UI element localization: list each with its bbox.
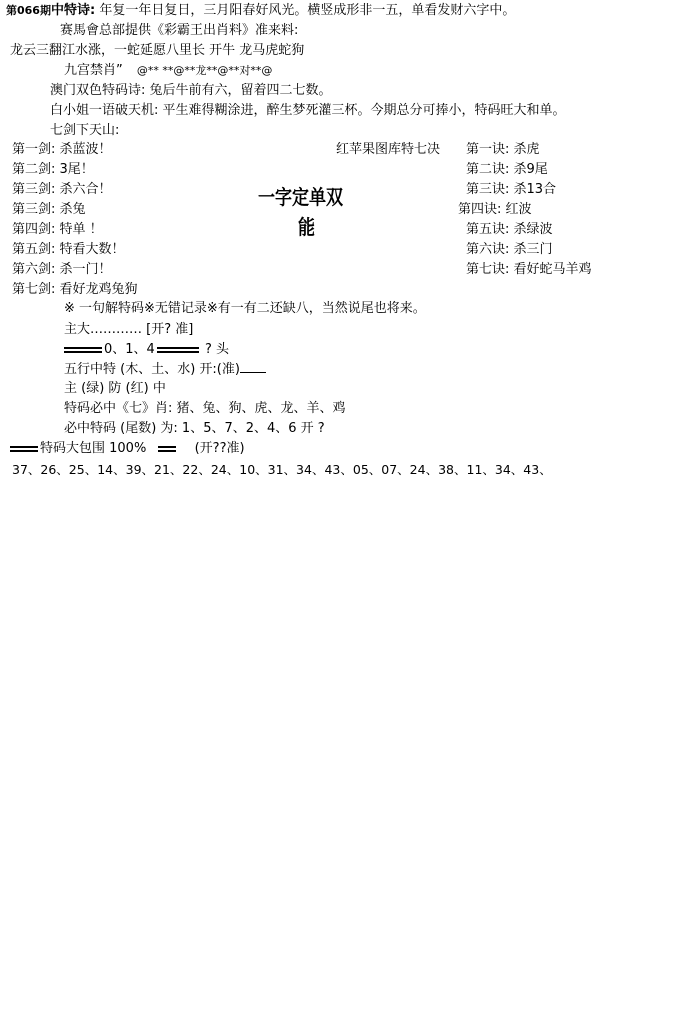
main-big-line: 主大………… [开? 准] xyxy=(64,322,194,337)
jue-5: 第五诀: 杀绿波 xyxy=(466,222,553,237)
issue-number: 第066期 xyxy=(6,4,51,17)
sword-3b: 第三剑: 杀兔 xyxy=(12,202,86,217)
poem-label: 中特诗: xyxy=(50,3,96,18)
head-line xyxy=(62,341,229,359)
header-line xyxy=(6,2,515,20)
jue-6: 第六诀: 杀三门 xyxy=(466,242,553,257)
five-elements-line xyxy=(64,361,266,379)
five-elements-suffix: (准) xyxy=(216,362,240,377)
five-elements-text: 五行中特 (木、土、水) 开: xyxy=(64,362,217,377)
center-title-line2: 能 xyxy=(298,215,315,239)
head-suffix: ? 头 xyxy=(204,342,230,357)
big-range-line xyxy=(10,440,245,458)
sword-5: 第五剑: 特看大数！ xyxy=(12,242,125,257)
jue-2: 第二诀: 杀9尾 xyxy=(466,162,548,177)
note-line: ※ 一句解特码※无错记录※有一有二还缺八，当然说尾也将来。 xyxy=(64,301,426,316)
jue-1: 第一诀: 杀虎 xyxy=(466,142,540,157)
verse-line: 龙云三翻江水涨，一蛇延愿八里长 开牛 龙马虎蛇狗 xyxy=(10,43,305,58)
numbers-line: 37、26、25、14、39、21、22、24、10、31、34、43、05、07、24、38、11、34、43、 xyxy=(12,462,552,477)
sword-4: 第四剑: 特单 ！ xyxy=(12,222,103,237)
main-color-line: 主 (绿) 防 (红) 中 xyxy=(64,381,166,396)
nine-palace-code: @** **@**龙**@**对**@ xyxy=(136,64,273,77)
head-digits: 0、1、4 xyxy=(104,342,155,357)
miss-bai-line: 白小姐一语破天机: 平生难得糊涂进，醉生梦死灌三杯。今期总分可捧小，特码旺大和单。 xyxy=(50,103,566,118)
double-bar-icon xyxy=(157,345,199,355)
sword-1: 第一剑: 杀蓝波！ xyxy=(12,142,112,157)
jue-4: 第四诀: 红波 xyxy=(458,202,532,217)
sword-3: 第三剑: 杀六合！ xyxy=(12,182,112,197)
nine-palace-label: 九宫禁肖” xyxy=(64,63,123,78)
seven-swords-title: 七剑下天山: xyxy=(50,123,120,138)
big-range-suffix: (开??准) xyxy=(194,441,245,456)
apple-title: 红苹果图库特七决 xyxy=(336,142,441,157)
underline-mark xyxy=(240,372,266,373)
double-bar-icon xyxy=(10,444,38,454)
sword-2: 第二剑: 3尾！ xyxy=(12,162,94,177)
macau-poem-label: 澳门双色特码诗: xyxy=(50,83,146,98)
sword-6: 第六剑: 杀一门！ xyxy=(12,262,112,277)
jue-7: 第七诀: 看好蛇马羊鸡 xyxy=(466,262,592,277)
jue-3: 第三诀: 杀13合 xyxy=(466,182,557,197)
macau-poem-text: 兔后牛前有六，留着四二七数。 xyxy=(149,83,332,98)
seven-zodiac-line: 特码必中《七》肖: 猪、兔、狗、虎、龙、羊、鸡 xyxy=(64,401,346,416)
double-bar-icon xyxy=(64,345,102,355)
macau-poem-line xyxy=(50,82,332,100)
source-line: 赛馬會总部提供《彩霸王出肖料》准来料: xyxy=(60,23,299,38)
big-range-label: 特码大包围 100% xyxy=(40,441,147,456)
center-title-line1: 一字定单双 xyxy=(258,185,343,209)
sword-7: 第七剑: 看好龙鸡兔狗 xyxy=(12,282,138,297)
double-bar-icon xyxy=(158,444,176,454)
header-poem: 年复一年日复日，三月阳春好风光。横竖成形非一五，单看发财六字中。 xyxy=(99,3,516,18)
tail-line: 必中特码 (尾数) 为: 1、5、7、2、4、6 开 ? xyxy=(64,421,325,436)
nine-palace-line xyxy=(64,62,272,80)
